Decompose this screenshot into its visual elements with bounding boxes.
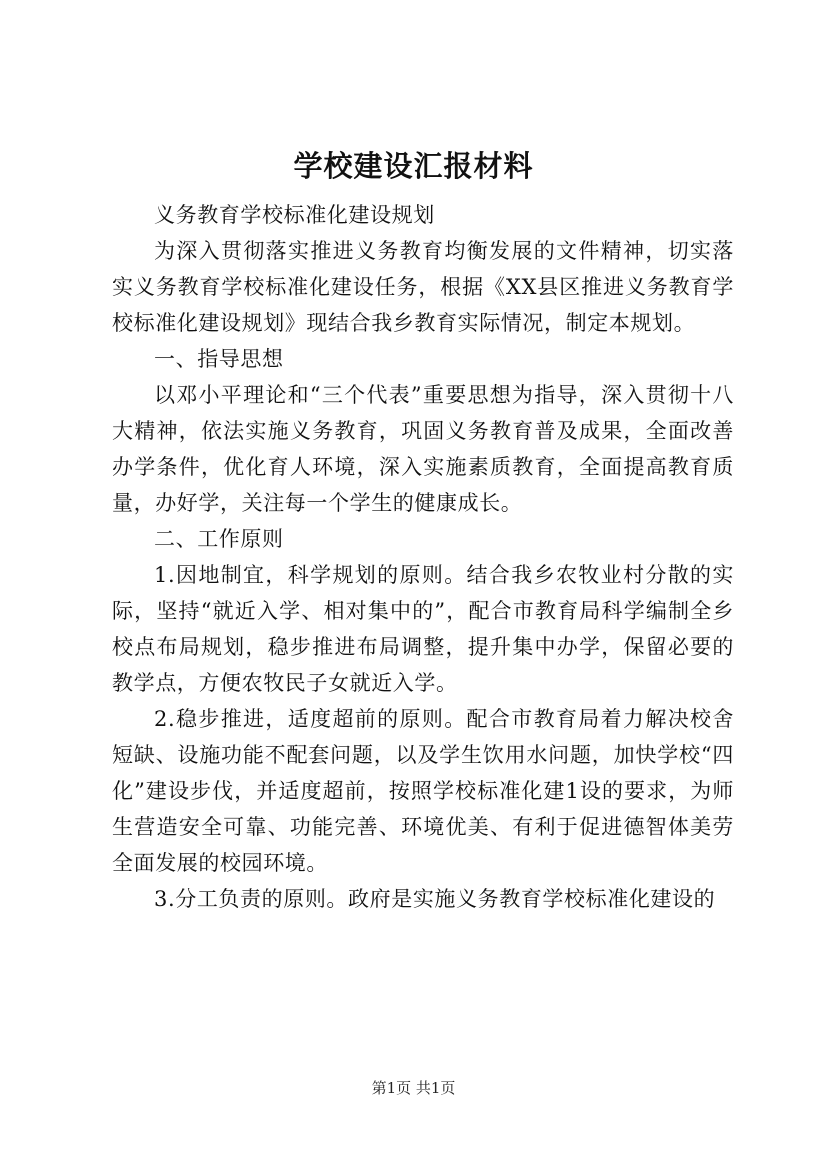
document-body bbox=[112, 197, 734, 917]
section-heading-work-principles: 二、工作原则 bbox=[154, 527, 284, 551]
section-heading-guiding-thought: 一、指导思想 bbox=[154, 347, 284, 371]
document-title: 学校建设汇报材料 bbox=[293, 149, 534, 183]
guiding-thought-paragraph: 以邓小平理论和“三个代表”重要思想为指导，深入贯彻十八大精神，依法实施义务教育，巩固义务教育普及成果，全面改善办学条件，优化育人环境，深入实施素质教育，全面提高教育质量，办好学，关注每一个学生的健康成长。 bbox=[112, 383, 734, 515]
subtitle-paragraph: 义务教育学校标准化建设规划 bbox=[154, 203, 435, 227]
principle-3-paragraph: 3.分工负责的原则。政府是实施义务教育学校标准化建设的 bbox=[154, 887, 716, 911]
principle-2-paragraph: 2.稳步推进，适度超前的原则。配合市教育局着力解决校舍短缺、设施功能不配套问题，以及学生饮用水问题，加快学校“四化”建设步伐，并适度超前，按照学校标准化建1设的要求，为师生营造安全可靠、功能完善、环境优美、有利于促进德智体美劳全面发展的校园环境。 bbox=[112, 707, 734, 875]
principle-1-paragraph: 1.因地制宜，科学规划的原则。结合我乡农牧业村分散的实际，坚持“就近入学、相对集中的”，配合市教育局科学编制全乡校点布局规划，稳步推进布局调整，提升集中办学，保留必要的教学点，方便农牧民子女就近入学。 bbox=[112, 563, 734, 695]
page-footer: 第1页 共1页 bbox=[371, 1079, 456, 1097]
intro-paragraph: 为深入贯彻落实推进义务教育均衡发展的文件精神，切实落实义务教育学校标准化建设任务，根据《XX县区推进义务教育学校标准化建设规划》现结合我乡教育实际情况，制定本规划。 bbox=[112, 239, 734, 335]
